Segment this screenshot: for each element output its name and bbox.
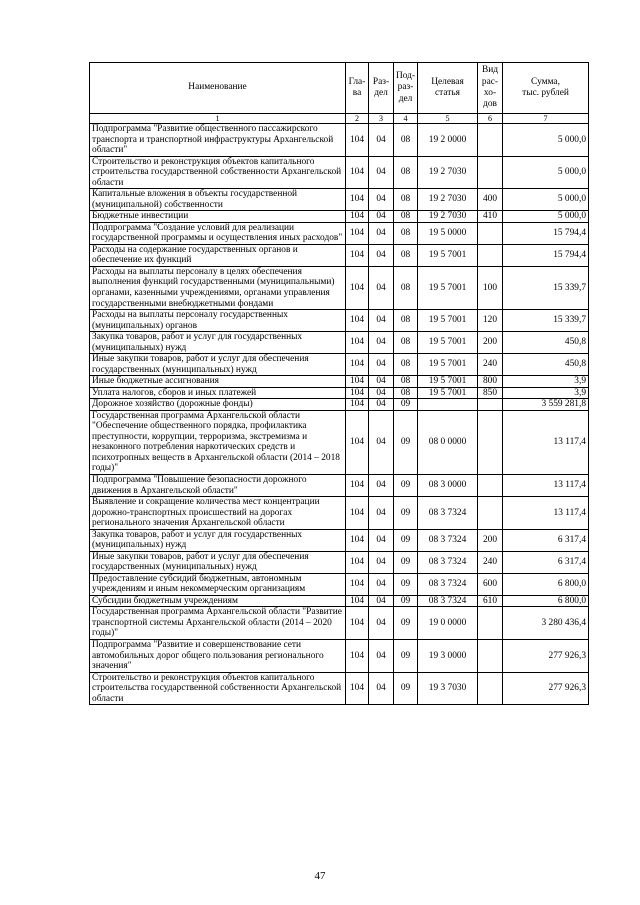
row-vid <box>478 410 503 474</box>
row-razdel: 04 <box>369 529 394 551</box>
row-razdel: 04 <box>369 222 394 244</box>
row-podrazdel: 08 <box>394 266 418 309</box>
row-sum: 15 339,7 <box>503 310 589 332</box>
row-razdel: 04 <box>369 244 394 266</box>
row-glava: 104 <box>346 573 369 595</box>
column-number: 1 <box>90 114 346 124</box>
column-number: 2 <box>346 114 369 124</box>
row-vid: 800 <box>478 376 503 388</box>
table-row <box>90 124 589 157</box>
row-vid: 100 <box>478 266 503 309</box>
row-glava: 104 <box>346 266 369 309</box>
row-podrazdel: 09 <box>394 399 418 411</box>
row-name: Расходы на содержание государственных органов и обеспечение их функций <box>90 244 346 266</box>
row-vid <box>478 639 503 672</box>
row-sum: 5 000,0 <box>503 211 589 223</box>
row-razdel: 04 <box>369 376 394 388</box>
row-podrazdel: 09 <box>394 551 418 573</box>
row-target: 19 5 7001 <box>418 387 478 399</box>
row-vid <box>478 607 503 640</box>
row-podrazdel: 08 <box>394 222 418 244</box>
row-sum: 3 559 281,8 <box>503 399 589 411</box>
column-number: 7 <box>503 114 589 124</box>
row-vid: 610 <box>478 595 503 607</box>
row-vid <box>478 399 503 411</box>
row-name: Выявление и сокращение количества мест концентрации дорожно-транспортных происшествий на дорогах регионального значения Архангельской области <box>90 497 346 530</box>
row-glava: 104 <box>346 354 369 376</box>
row-sum: 277 926,3 <box>503 672 589 705</box>
row-target: 19 2 7030 <box>418 211 478 223</box>
table-row <box>90 672 589 705</box>
header-glava: Гла- ва <box>346 63 369 114</box>
column-number: 4 <box>394 114 418 124</box>
row-name: Иные закупки товаров, работ и услуг для обеспечения государственных (муниципальных) нужд <box>90 354 346 376</box>
row-vid: 600 <box>478 573 503 595</box>
row-name: Расходы на выплаты персоналу в целях обеспечения выполнения функций государственными (муниципальными) органами, казенными учреждениями, органами управления государственными внебюджетными фондами <box>90 266 346 309</box>
table-row <box>90 551 589 573</box>
row-podrazdel: 08 <box>394 310 418 332</box>
row-target: 19 5 0000 <box>418 222 478 244</box>
row-vid <box>478 672 503 705</box>
row-razdel: 04 <box>369 211 394 223</box>
row-vid: 200 <box>478 332 503 354</box>
row-razdel: 04 <box>369 266 394 309</box>
row-target: 19 5 7001 <box>418 354 478 376</box>
row-glava: 104 <box>346 310 369 332</box>
row-name: Капитальные вложения в объекты государственной (муниципальной) собственности <box>90 189 346 211</box>
row-target: 19 2 0000 <box>418 124 478 157</box>
row-target: 19 2 7030 <box>418 156 478 189</box>
row-name: Закупка товаров, работ и услуг для государственных (муниципальных) нужд <box>90 529 346 551</box>
row-sum: 3 280 436,4 <box>503 607 589 640</box>
row-glava: 104 <box>346 124 369 157</box>
row-podrazdel: 09 <box>394 639 418 672</box>
row-sum: 13 117,4 <box>503 497 589 530</box>
row-name: Подпрограмма "Создание условий для реализации государственной программы и осуществления иных расходов" <box>90 222 346 244</box>
row-vid <box>478 124 503 157</box>
row-name: Подпрограмма "Развитие общественного пассажирского транспорта и транспортной инфраструктуры Архангельской области" <box>90 124 346 157</box>
row-razdel: 04 <box>369 399 394 411</box>
row-target: 19 3 0000 <box>418 639 478 672</box>
row-glava: 104 <box>346 475 369 497</box>
row-glava: 104 <box>346 551 369 573</box>
row-podrazdel: 08 <box>394 211 418 223</box>
row-sum: 15 794,4 <box>503 244 589 266</box>
row-vid <box>478 475 503 497</box>
row-glava: 104 <box>346 607 369 640</box>
row-sum: 6 317,4 <box>503 529 589 551</box>
row-sum: 13 117,4 <box>503 410 589 474</box>
row-podrazdel: 08 <box>394 156 418 189</box>
row-podrazdel: 09 <box>394 595 418 607</box>
table-row <box>90 497 589 530</box>
row-target: 08 3 7324 <box>418 573 478 595</box>
row-razdel: 04 <box>369 573 394 595</box>
row-name: Государственная программа Архангельской области "Развитие транспортной системы Архангельской области (2014 – 2020 годы)" <box>90 607 346 640</box>
row-sum: 15 339,7 <box>503 266 589 309</box>
column-number: 6 <box>478 114 503 124</box>
row-name: Субсидии бюджетным учреждениям <box>90 595 346 607</box>
row-vid <box>478 244 503 266</box>
row-podrazdel: 09 <box>394 607 418 640</box>
row-vid <box>478 497 503 530</box>
column-number-row <box>90 114 589 124</box>
row-razdel: 04 <box>369 332 394 354</box>
table-row <box>90 354 589 376</box>
row-sum: 3,9 <box>503 387 589 399</box>
row-target <box>418 399 478 411</box>
row-sum: 277 926,3 <box>503 639 589 672</box>
table-row <box>90 376 589 388</box>
row-vid: 850 <box>478 387 503 399</box>
table-row <box>90 310 589 332</box>
row-name: Расходы на выплаты персоналу государственных (муниципальных) органов <box>90 310 346 332</box>
table-row <box>90 399 589 411</box>
row-vid: 240 <box>478 551 503 573</box>
row-razdel: 04 <box>369 387 394 399</box>
row-target: 19 5 7001 <box>418 310 478 332</box>
table-row <box>90 332 589 354</box>
row-podrazdel: 09 <box>394 529 418 551</box>
row-glava: 104 <box>346 222 369 244</box>
row-glava: 104 <box>346 595 369 607</box>
row-podrazdel: 08 <box>394 354 418 376</box>
row-podrazdel: 08 <box>394 124 418 157</box>
table-row <box>90 156 589 189</box>
row-target: 19 2 7030 <box>418 189 478 211</box>
table-row <box>90 244 589 266</box>
row-target: 19 5 7001 <box>418 332 478 354</box>
row-glava: 104 <box>346 376 369 388</box>
row-razdel: 04 <box>369 310 394 332</box>
row-name: Подпрограмма "Развитие и совершенствование сети автомобильных дорог общего пользования регионального значения" <box>90 639 346 672</box>
row-razdel: 04 <box>369 497 394 530</box>
row-razdel: 04 <box>369 639 394 672</box>
row-sum: 6 800,0 <box>503 573 589 595</box>
table-row <box>90 475 589 497</box>
row-target: 08 3 7324 <box>418 529 478 551</box>
budget-table <box>89 62 589 705</box>
table-row <box>90 595 589 607</box>
row-podrazdel: 08 <box>394 189 418 211</box>
table-row <box>90 189 589 211</box>
row-razdel: 04 <box>369 410 394 474</box>
row-podrazdel: 08 <box>394 244 418 266</box>
row-razdel: 04 <box>369 607 394 640</box>
row-sum: 5 000,0 <box>503 156 589 189</box>
row-razdel: 04 <box>369 551 394 573</box>
row-podrazdel: 09 <box>394 573 418 595</box>
header-razdel: Раз- дел <box>369 63 394 114</box>
header-sum: Сумма, тыс. рублей <box>503 63 589 114</box>
table-row <box>90 529 589 551</box>
row-target: 19 5 7001 <box>418 376 478 388</box>
row-name: Закупка товаров, работ и услуг для государственных (муниципальных) нужд <box>90 332 346 354</box>
row-name: Предоставление субсидий бюджетным, автономным учреждениям и иным некоммерческим организациям <box>90 573 346 595</box>
table-row <box>90 211 589 223</box>
header-name: Наименование <box>90 63 346 114</box>
row-sum: 5 000,0 <box>503 189 589 211</box>
table-header <box>90 63 589 124</box>
row-name: Строительство и реконструкция объектов капитального строительства государственной собственности Архангельской области <box>90 672 346 705</box>
row-podrazdel: 08 <box>394 332 418 354</box>
row-glava: 104 <box>346 244 369 266</box>
table-row <box>90 639 589 672</box>
row-target: 08 3 0000 <box>418 475 478 497</box>
row-name: Дорожное хозяйство (дорожные фонды) <box>90 399 346 411</box>
row-name: Государственная программа Архангельской области "Обеспечение общественного порядка, профилактика преступности, коррупции, терроризма, экстремизма и незаконного потребления наркотических средств и психотропных веществ в Архангельской области (2014 – 2018 годы)" <box>90 410 346 474</box>
row-sum: 13 117,4 <box>503 475 589 497</box>
row-glava: 104 <box>346 529 369 551</box>
row-podrazdel: 08 <box>394 376 418 388</box>
row-target: 19 0 0000 <box>418 607 478 640</box>
row-glava: 104 <box>346 211 369 223</box>
row-target: 19 3 7030 <box>418 672 478 705</box>
row-podrazdel: 09 <box>394 672 418 705</box>
row-glava: 104 <box>346 399 369 411</box>
column-number: 5 <box>418 114 478 124</box>
row-vid: 410 <box>478 211 503 223</box>
row-sum: 450,8 <box>503 332 589 354</box>
row-target: 08 0 0000 <box>418 410 478 474</box>
row-glava: 104 <box>346 387 369 399</box>
row-sum: 5 000,0 <box>503 124 589 157</box>
table-row <box>90 222 589 244</box>
row-name: Иные бюджетные ассигнования <box>90 376 346 388</box>
row-glava: 104 <box>346 332 369 354</box>
row-name: Бюджетные инвестиции <box>90 211 346 223</box>
row-razdel: 04 <box>369 595 394 607</box>
table-body <box>90 124 589 705</box>
row-vid: 120 <box>478 310 503 332</box>
row-name: Иные закупки товаров, работ и услуг для обеспечения государственных (муниципальных) нужд <box>90 551 346 573</box>
row-razdel: 04 <box>369 354 394 376</box>
header-vid: Вид рас- хо- дов <box>478 63 503 114</box>
row-sum: 6 800,0 <box>503 595 589 607</box>
row-glava: 104 <box>346 189 369 211</box>
row-razdel: 04 <box>369 672 394 705</box>
table-row <box>90 410 589 474</box>
table-row <box>90 573 589 595</box>
table-row <box>90 607 589 640</box>
table-row <box>90 266 589 309</box>
row-target: 19 5 7001 <box>418 244 478 266</box>
row-name: Уплата налогов, сборов и иных платежей <box>90 387 346 399</box>
header-target: Целевая статья <box>418 63 478 114</box>
row-podrazdel: 08 <box>394 387 418 399</box>
row-vid <box>478 156 503 189</box>
row-vid: 400 <box>478 189 503 211</box>
header-podrazdel: Под- раз- дел <box>394 63 418 114</box>
row-target: 08 3 7324 <box>418 595 478 607</box>
row-name: Строительство и реконструкция объектов капитального строительства государственной собственности Архангельской области <box>90 156 346 189</box>
row-razdel: 04 <box>369 156 394 189</box>
row-glava: 104 <box>346 497 369 530</box>
row-glava: 104 <box>346 410 369 474</box>
row-podrazdel: 09 <box>394 410 418 474</box>
row-razdel: 04 <box>369 124 394 157</box>
row-sum: 3,9 <box>503 376 589 388</box>
row-target: 08 3 7324 <box>418 551 478 573</box>
row-sum: 15 794,4 <box>503 222 589 244</box>
row-glava: 104 <box>346 639 369 672</box>
row-razdel: 04 <box>369 475 394 497</box>
page-number: 47 <box>314 870 326 882</box>
table-row <box>90 387 589 399</box>
row-vid: 240 <box>478 354 503 376</box>
row-vid <box>478 222 503 244</box>
row-podrazdel: 09 <box>394 497 418 530</box>
row-name: Подпрограмма "Повышение безопасности дорожного движения в Архангельской области" <box>90 475 346 497</box>
row-glava: 104 <box>346 156 369 189</box>
row-podrazdel: 09 <box>394 475 418 497</box>
row-sum: 6 317,4 <box>503 551 589 573</box>
row-target: 19 5 7001 <box>418 266 478 309</box>
row-vid: 200 <box>478 529 503 551</box>
column-number: 3 <box>369 114 394 124</box>
row-glava: 104 <box>346 672 369 705</box>
row-sum: 450,8 <box>503 354 589 376</box>
row-razdel: 04 <box>369 189 394 211</box>
row-target: 08 3 7324 <box>418 497 478 530</box>
